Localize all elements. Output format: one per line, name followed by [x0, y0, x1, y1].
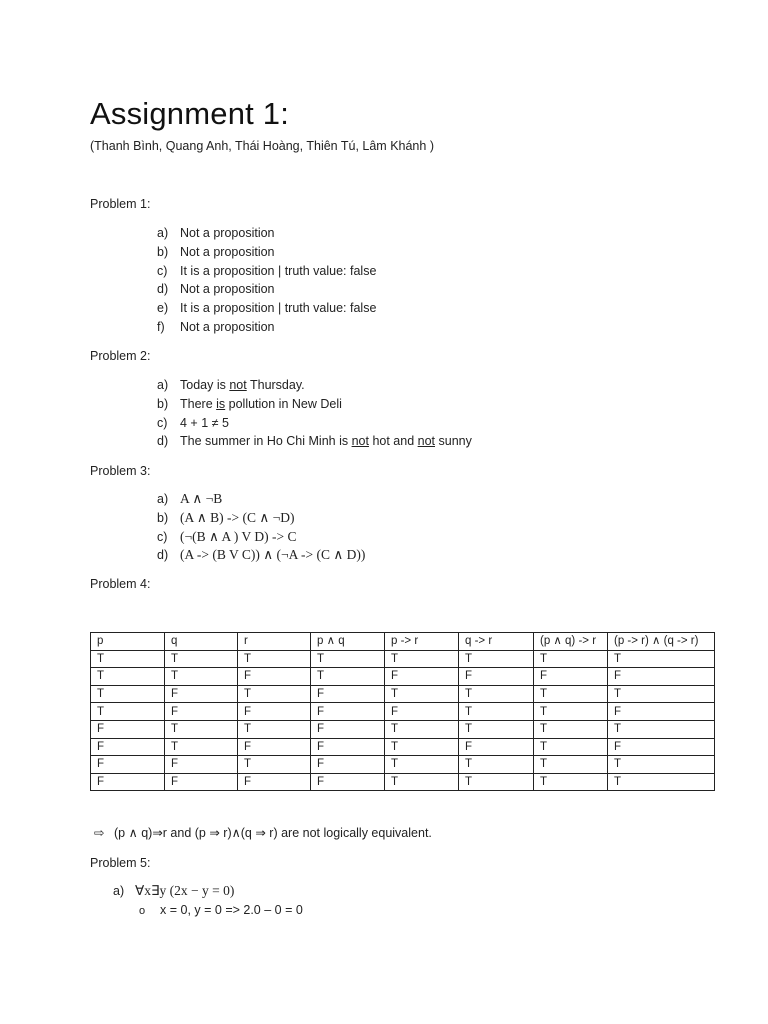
list-item [157, 224, 376, 243]
list-text: Today is [180, 378, 230, 392]
table-cell: F [238, 668, 311, 686]
table-header-cell: p -> r [385, 633, 459, 651]
table-cell: F [311, 773, 385, 791]
table-cell: T [534, 703, 608, 721]
list-text: There [180, 396, 217, 411]
bullet-icon: o [139, 905, 146, 917]
list-item [157, 243, 376, 262]
table-cell: T [459, 650, 534, 668]
table-cell: F [238, 703, 311, 721]
table-header-cell: q [165, 633, 238, 651]
table-cell: T [385, 650, 459, 668]
list-item [157, 318, 376, 337]
underlined-text: is [216, 396, 226, 411]
table-cell: F [91, 738, 165, 756]
underlined-text: not [351, 434, 369, 449]
table-cell: F [311, 685, 385, 703]
table-cell: T [534, 738, 608, 756]
list-text: The summer in Ho Chi Minh is [180, 434, 352, 449]
table-header-cell: p ∧ q [311, 633, 385, 651]
table-cell: T [385, 756, 459, 774]
table-cell: F [311, 703, 385, 721]
list-item [157, 395, 472, 414]
table-cell: F [385, 703, 459, 721]
table-cell: T [608, 650, 715, 668]
table-cell: F [311, 738, 385, 756]
table-cell: F [165, 773, 238, 791]
table-cell: F [165, 756, 238, 774]
table-row [91, 668, 715, 686]
table-cell: T [91, 685, 165, 703]
problem-2-heading: Problem 2: [90, 349, 151, 363]
formula-text: (¬(B ∧ A ) V D) -> C [180, 528, 297, 544]
list-text: hot and [368, 434, 418, 449]
list-item [157, 490, 365, 509]
authors-line: (Thanh Bình, Quang Anh, Thái Hoàng, Thiên Tú, Lâm Khánh ) [90, 139, 434, 153]
table-cell: F [459, 738, 534, 756]
list-marker: e) [157, 301, 169, 316]
table-cell: T [165, 668, 238, 686]
table-row [91, 756, 715, 774]
list-marker: f) [157, 319, 165, 334]
list-item [157, 546, 365, 565]
list-text: 4 + 1 ≠ 5 [180, 415, 229, 430]
table-row [91, 650, 715, 668]
list-item [157, 376, 472, 395]
problem-3-heading: Problem 3: [90, 464, 151, 478]
table-header-cell: (p -> r) ∧ (q -> r) [608, 633, 715, 651]
document-title: Assignment 1: [90, 96, 290, 131]
list-marker: b) [157, 510, 169, 525]
table-cell: F [459, 668, 534, 686]
table-cell: T [238, 650, 311, 668]
table-cell: T [238, 720, 311, 738]
table-cell: F [165, 685, 238, 703]
list-marker: c) [157, 529, 168, 544]
table-cell: T [311, 668, 385, 686]
table-cell: F [608, 738, 715, 756]
table-cell: T [238, 756, 311, 774]
formula-text: ∀x∃y (2x − y = 0) [135, 883, 235, 898]
table-cell: T [165, 738, 238, 756]
table-cell: F [165, 703, 238, 721]
table-cell: F [91, 720, 165, 738]
table-cell: T [165, 650, 238, 668]
list-text: sunny [435, 434, 472, 449]
table-cell: T [459, 685, 534, 703]
list-text: It is a proposition | truth value: false [180, 301, 377, 316]
table-cell: T [238, 685, 311, 703]
list-item [157, 414, 472, 433]
table-cell: T [534, 720, 608, 738]
table-cell: T [608, 756, 715, 774]
list-text: Not a proposition [180, 319, 275, 334]
list-marker: a) [157, 378, 169, 392]
table-row [91, 773, 715, 791]
table-cell: T [165, 720, 238, 738]
formula-text: A ∧ ¬B [180, 491, 223, 506]
table-cell: F [311, 720, 385, 738]
table-cell: T [608, 720, 715, 738]
conclusion-line [94, 825, 432, 840]
table-cell: T [608, 685, 715, 703]
list-marker: c) [157, 263, 168, 278]
problem-5-item [113, 883, 234, 899]
problem-2-list [157, 376, 472, 451]
table-cell: T [459, 773, 534, 791]
table-cell: T [311, 650, 385, 668]
list-item [157, 528, 365, 547]
table-cell: T [91, 650, 165, 668]
table-row [91, 720, 715, 738]
table-cell: T [534, 773, 608, 791]
table-cell: T [91, 668, 165, 686]
table-cell: T [608, 773, 715, 791]
table-header-cell: r [238, 633, 311, 651]
formula-text: (A -> (B V C)) ∧ (¬A -> (C ∧ D)) [180, 547, 366, 563]
table-row [91, 685, 715, 703]
table-cell: T [459, 703, 534, 721]
table-row [91, 703, 715, 721]
table-cell: T [91, 703, 165, 721]
table-row [91, 738, 715, 756]
table-cell: T [534, 756, 608, 774]
list-marker: a) [157, 492, 169, 506]
list-text: pollution in New Deli [225, 396, 342, 411]
list-item [157, 432, 472, 451]
table-cell: T [385, 685, 459, 703]
table-cell: T [385, 738, 459, 756]
list-text: Not a proposition [180, 282, 275, 297]
problem-4-heading: Problem 4: [90, 577, 151, 591]
list-text: Not a proposition [180, 244, 275, 259]
table-header-cell: q -> r [459, 633, 534, 651]
problem-5-heading: Problem 5: [90, 856, 151, 870]
list-marker: a) [113, 884, 125, 898]
table-cell: F [385, 668, 459, 686]
list-marker: c) [157, 415, 168, 430]
list-text: x = 0, y = 0 => 2.0 – 0 = 0 [160, 903, 303, 917]
table-cell: F [91, 773, 165, 791]
conclusion-text: (p ∧ q)⇒r and (p ⇒ r)∧(q ⇒ r) are not logically equivalent. [114, 826, 432, 840]
list-text: Thursday. [246, 378, 305, 392]
table-cell: T [534, 650, 608, 668]
list-marker: d) [157, 434, 169, 449]
table-header-row [91, 633, 715, 651]
list-text: It is a proposition | truth value: false [180, 263, 377, 278]
table-cell: F [238, 738, 311, 756]
table-cell: T [534, 685, 608, 703]
table-cell: T [459, 720, 534, 738]
formula-text: (A ∧ B) -> (C ∧ ¬D) [180, 509, 295, 525]
list-item [157, 280, 376, 299]
problem-3-list [157, 490, 365, 565]
table-cell: F [534, 668, 608, 686]
list-item [157, 299, 376, 318]
list-item [157, 262, 376, 281]
table-cell: F [238, 773, 311, 791]
list-marker: d) [157, 548, 169, 563]
table-cell: T [459, 756, 534, 774]
list-item [157, 509, 365, 528]
underlined-text: not [229, 378, 247, 392]
list-text: Not a proposition [180, 226, 275, 240]
list-marker: a) [157, 226, 169, 240]
table-header-cell: p [91, 633, 165, 651]
list-marker: b) [157, 396, 169, 411]
problem-5-subitem [139, 903, 303, 917]
table-header-cell: (p ∧ q) -> r [534, 633, 608, 651]
list-marker: d) [157, 282, 169, 297]
table-cell: F [311, 756, 385, 774]
list-marker: b) [157, 244, 169, 259]
table-cell: F [91, 756, 165, 774]
table-cell: F [608, 703, 715, 721]
truth-table [90, 632, 715, 791]
table-cell: F [608, 668, 715, 686]
problem-1-list [157, 224, 376, 337]
problem-1-heading: Problem 1: [90, 197, 151, 211]
table-cell: T [385, 773, 459, 791]
table-cell: T [385, 720, 459, 738]
underlined-text: not [417, 434, 436, 449]
arrow-icon: ⇨ [94, 826, 105, 840]
